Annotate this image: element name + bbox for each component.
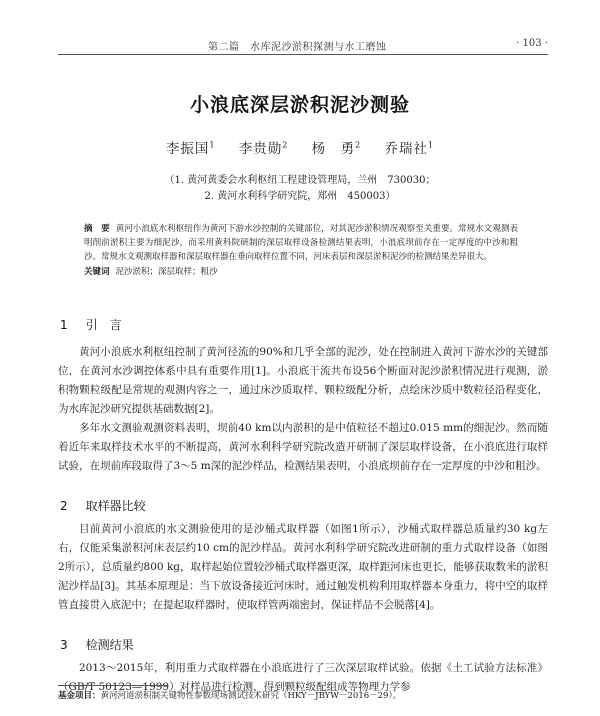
page-number: · 103 ·	[516, 38, 548, 49]
section-heading-2	[60, 497, 146, 514]
author	[239, 141, 289, 157]
footnote-label: 基金项目：	[58, 691, 101, 701]
section-number: 2	[60, 499, 68, 513]
paragraph: 2013～2015年，利用重力式取样器在小浪底进行了三次深层取样试验。依据《土工试验方法标准》（GB/T 50123—1999）对样品进行检测，得到颗粒级配组成等物理力学参	[58, 662, 548, 693]
affiliation-line: 2. 黄河水利科学研究院，郑州 450003）	[204, 191, 396, 202]
running-title: 第二篇 水库泥沙淤积探测与水工磨蚀	[208, 42, 387, 53]
paragraph: 多年水文测验观测资料表明，坝前40 km以内淤积的是中值粒径不超过0.015 mm的细泥沙。然而随着近年来取样技术水平的不断提高，黄河水利科学研究院改造开研制了深层取样设备，在小浪底进行取样试验，在坝前库段取得了3～5 m深的泥沙样品，检测结果表明，小浪底坝前存在一定厚度的中沙和粗沙。	[58, 422, 548, 472]
author	[385, 141, 435, 157]
abstract-body	[84, 222, 518, 264]
section-heading-1	[60, 316, 122, 333]
keywords	[84, 265, 518, 279]
abstract	[84, 222, 518, 279]
abstract-label: 摘 要	[84, 224, 110, 234]
footnote-text: 黄河河道淤积制关键物性参数现场测试技术研究（HKY－JBYW－2016－29）。	[100, 691, 402, 701]
author-name: 李贵勋	[238, 141, 283, 157]
affiliations	[0, 173, 600, 205]
author-list	[0, 137, 600, 157]
author-name: 乔瑞社	[384, 141, 429, 157]
footnote-rule	[58, 685, 168, 686]
keywords-label: 关键词	[84, 267, 110, 277]
affiliation-line: （1. 黄河黄委会水利枢纽工程建设管理局，兰州 730030；	[164, 175, 436, 186]
section-number: 3	[60, 638, 68, 652]
paragraph: 目前黄河小浪底的水文测验使用的是沙桶式取样器（如图1所示），沙桶式取样器总质量约30 kg左右，仅能采集淤积河床表层约10 cm的泥沙样品。黄河水利科学研究院改进研制的重力式取样设备（如图2所示），总质量约800 kg，取样起始位置较沙桶式取样器更深，取样距河床也更长，能够获取数米的淤积泥沙样品[3]。其基本原理是：当下放设备接近河床时，通过触发机构利用取样器本身重力，将中空的取样管直接贯入底泥中；在提起取样器时，使取样管两端密封，保证样品不会脱落[4]。	[58, 523, 548, 611]
funding-footnote	[58, 690, 548, 702]
author-name: 李振国	[165, 141, 210, 157]
author	[312, 141, 362, 157]
section-heading-3	[60, 636, 134, 653]
section-title: 取样器比较	[85, 499, 146, 513]
keywords-text: 泥沙淤积；深层取样；粗沙	[115, 267, 218, 277]
section-title: 引 言	[85, 318, 122, 332]
section-title: 检测结果	[85, 638, 134, 652]
section-2-body	[58, 520, 548, 615]
author	[166, 141, 216, 157]
section-1-body	[58, 343, 548, 476]
author-name: 杨 勇	[311, 141, 356, 157]
author-affil-mark: 1	[428, 140, 435, 150]
header-rule	[58, 54, 548, 55]
author-affil-mark: 2	[355, 140, 362, 150]
section-number: 1	[60, 318, 68, 332]
paper-title: 小浪底深层淤积泥沙测验	[189, 94, 410, 116]
author-affil-mark: 1	[209, 140, 216, 150]
abstract-text: 黄河小浪底水利枢纽作为黄河下游水沙控制的关键部位，对其泥沙淤积情况观察至关重要。常规水文观测表明削前淤积主要为细泥沙，而采用黄科院研制的深层取样设备检测结果表明，小浪底坝前存在一定厚度的中沙和粗沙。常规水文观测取样器和深层取样器在垂向取样位置不同，河床表层和深层淤积泥沙的检测结果差异很大。	[84, 224, 518, 262]
paragraph: 黄河小浪底水利枢纽控制了黄河径流的90%和几乎全部的泥沙，处在控制进入黄河下游水沙的关键部位，在黄河水沙调控体系中具有重要作用[1]。小浪底干流共布设56个断面对泥沙淤积情况进行观测，淤积物颗粒级配是常规的观测内容之一，通过床沙质取样、颗粒级配分析，点绘床沙质中数粒径沿程变化，为水库泥沙研究提供基础数据[2]。	[58, 346, 548, 415]
running-header	[58, 38, 548, 54]
author-affil-mark: 2	[282, 140, 289, 150]
